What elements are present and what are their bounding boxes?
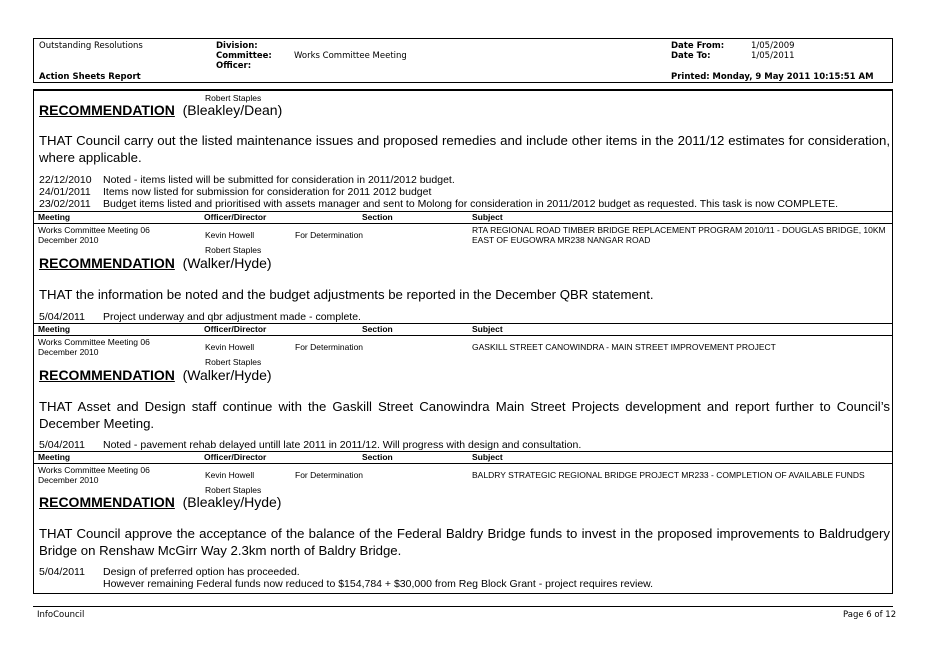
recommendation-movers: (Walker/Hyde) bbox=[182, 367, 272, 383]
recommendation-heading bbox=[39, 367, 272, 383]
subject-text: GASKILL STREET CANOWINDRA - MAIN STREET IMPROVEMENT PROJECT bbox=[472, 342, 776, 352]
action-note bbox=[39, 186, 431, 198]
note-text: Budget items listed and prioritised with assets manager and sent to Molong for consideration in 2011/2012 budget as requested. This task is now COMPLETE. bbox=[103, 198, 839, 210]
date-to-value: 1/05/2011 bbox=[751, 51, 795, 61]
note-text: Items now listed for submission for consideration for 2011 2012 budget bbox=[103, 186, 432, 198]
note-date: 24/01/2011 bbox=[39, 186, 91, 198]
column-subject: Subject bbox=[472, 452, 503, 462]
recommendation-text: THAT Council carry out the listed maintenance issues and proposed remedies and include other items in the 2011/12 estimates for consideration, where applicable. bbox=[39, 133, 890, 165]
recommendation-text: THAT the information be noted and the budget adjustments be reported in the December QBR statement. bbox=[39, 287, 654, 302]
date-from-label: Date From: bbox=[671, 41, 725, 51]
column-meeting: Meeting bbox=[38, 212, 71, 222]
recommendation-movers: (Bleakley/Dean) bbox=[182, 102, 283, 118]
footer-divider bbox=[33, 606, 893, 607]
recommendation-label: RECOMMENDATION bbox=[39, 494, 175, 510]
column-subject: Subject bbox=[472, 324, 503, 334]
column-officer: Officer/Director bbox=[204, 452, 267, 462]
recommendation-heading bbox=[39, 255, 272, 271]
date-to-label: Date To: bbox=[671, 51, 711, 61]
printed-label: Printed: bbox=[671, 72, 710, 82]
recommendation-text: THAT Asset and Design staff continue with the Gaskill Street Canowindra Main Street Projects development and report further to Council’s December Meeting. bbox=[39, 399, 890, 431]
footer-page-number: Page 6 of 12 bbox=[843, 610, 897, 620]
column-header-row bbox=[34, 323, 892, 336]
meeting-name: Works Committee Meeting 06 December 2010 bbox=[38, 465, 150, 485]
footer-app-name: InfoCouncil bbox=[37, 610, 85, 620]
note-date: 23/02/2011 bbox=[39, 198, 91, 210]
committee-value: Works Committee Meeting bbox=[294, 51, 407, 61]
officer-second: Robert Staples bbox=[205, 93, 262, 103]
note-text: Noted - items listed will be submitted for consideration in 2011/2012 budget. bbox=[103, 174, 455, 186]
recommendation-heading bbox=[39, 494, 281, 510]
meeting-name: Works Committee Meeting 06 December 2010 bbox=[38, 337, 150, 357]
section-name: For Determination bbox=[295, 470, 364, 480]
column-officer: Officer/Director bbox=[204, 212, 267, 222]
action-note bbox=[39, 198, 838, 210]
date-from-value: 1/05/2009 bbox=[751, 41, 795, 51]
note-date: 5/04/2011 bbox=[39, 439, 85, 451]
report-header bbox=[33, 38, 893, 83]
action-note bbox=[39, 578, 653, 590]
column-header-row bbox=[34, 211, 892, 224]
recommendation-label: RECOMMENDATION bbox=[39, 367, 175, 383]
officer-first: Kevin Howell bbox=[205, 342, 255, 352]
officer-second: Robert Staples bbox=[205, 245, 262, 255]
division-label: Division: bbox=[216, 41, 258, 51]
subject-text: BALDRY STRATEGIC REGIONAL BRIDGE PROJECT MR233 - COMPLETION OF AVAILABLE FUNDS bbox=[472, 470, 865, 480]
action-note bbox=[39, 311, 361, 323]
column-section: Section bbox=[362, 212, 393, 222]
column-officer: Officer/Director bbox=[204, 324, 267, 334]
recommendation-text: THAT Council approve the acceptance of the balance of the Federal Baldry Bridge funds to invest in the proposed improvements to Baldrudgery Bridge on Renshaw McGirr Way 2.3km north of Baldry Bridge. bbox=[39, 526, 890, 558]
recommendation-movers: (Bleakley/Hyde) bbox=[182, 494, 282, 510]
column-subject: Subject bbox=[472, 212, 503, 222]
action-note bbox=[39, 566, 300, 578]
recommendation-movers: (Walker/Hyde) bbox=[182, 255, 272, 271]
meeting-name: Works Committee Meeting 06 December 2010 bbox=[38, 225, 150, 245]
note-text: Project underway and qbr adjustment made - complete. bbox=[103, 311, 361, 323]
column-meeting: Meeting bbox=[38, 324, 71, 334]
action-note bbox=[39, 439, 581, 451]
report-name: Outstanding Resolutions bbox=[39, 41, 143, 51]
officer-second: Robert Staples bbox=[205, 357, 262, 367]
note-date: 5/04/2011 bbox=[39, 311, 85, 323]
note-date: 22/12/2010 bbox=[39, 174, 92, 186]
note-text: Noted - pavement rehab delayed untill late 2011 in 2011/12. Will progress with design and consultation. bbox=[103, 439, 582, 451]
column-meeting: Meeting bbox=[38, 452, 71, 462]
officer-first: Kevin Howell bbox=[205, 230, 255, 240]
officer-label: Officer: bbox=[216, 61, 252, 71]
note-date: 5/04/2011 bbox=[39, 566, 85, 578]
printed-value: Monday, 9 May 2011 10:15:51 AM bbox=[712, 72, 874, 82]
report-type: Action Sheets Report bbox=[39, 72, 141, 82]
recommendation-heading bbox=[39, 102, 282, 118]
note-text: However remaining Federal funds now reduced to $154,784 + $30,000 from Reg Block Grant - project requires review. bbox=[103, 578, 654, 590]
printed-stamp bbox=[671, 72, 874, 82]
officer-first: Kevin Howell bbox=[205, 470, 255, 480]
officer-second: Robert Staples bbox=[205, 485, 262, 495]
column-section: Section bbox=[362, 452, 393, 462]
recommendation-label: RECOMMENDATION bbox=[39, 255, 175, 271]
note-text: Design of preferred option has proceeded. bbox=[103, 566, 300, 578]
action-note bbox=[39, 174, 455, 186]
column-section: Section bbox=[362, 324, 393, 334]
recommendation-label: RECOMMENDATION bbox=[39, 102, 175, 118]
subject-text: RTA REGIONAL ROAD TIMBER BRIDGE REPLACEMENT PROGRAM 2010/11 - DOUGLAS BRIDGE, 10KM EAST OF EUGOWRA MR238 NANGAR ROAD bbox=[472, 225, 886, 245]
column-header-row bbox=[34, 451, 892, 464]
committee-label: Committee: bbox=[216, 51, 272, 61]
section-name: For Determination bbox=[295, 230, 364, 240]
section-name: For Determination bbox=[295, 342, 364, 352]
